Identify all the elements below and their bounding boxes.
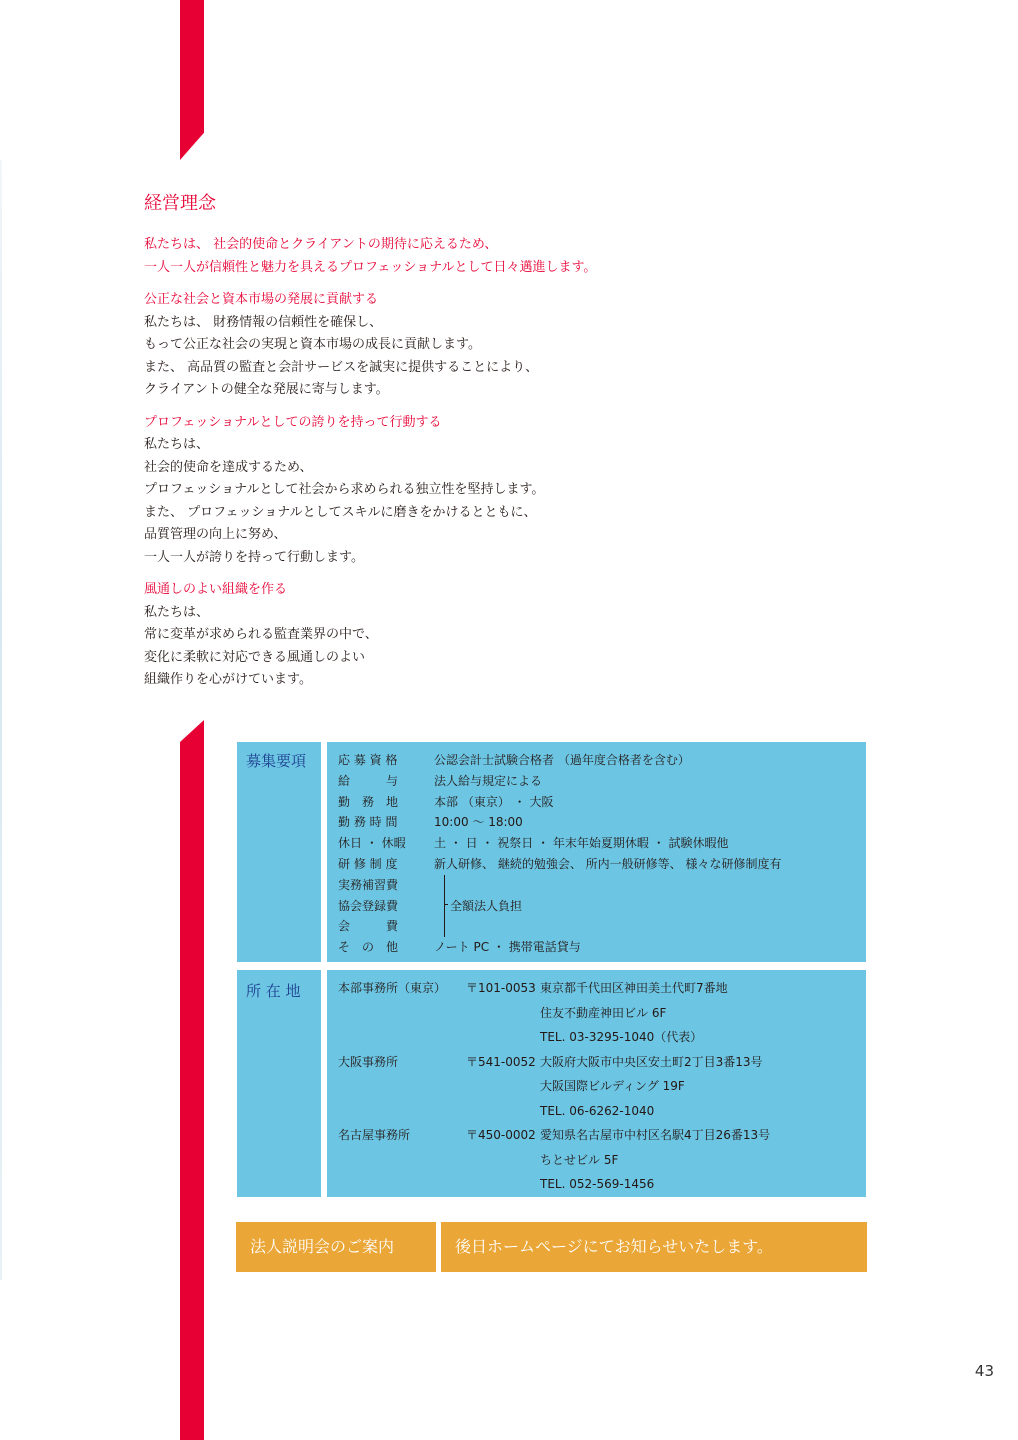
office-line [338,1050,858,1075]
section-line: また、 高品質の監査と会計サービスを誠実に提供することにより、 [144,359,539,375]
row-label: 応 募 資 格 [338,753,398,767]
recruitment-row [338,812,858,833]
row-label: 勤 務 地 [338,794,399,809]
section-line: 組織作りを心がけています。 [144,672,312,687]
office-zip: 〒541-0052 [466,1054,536,1069]
location-content-box [327,970,866,1197]
office-tel: TEL. 03-3295-1040（代表） [540,1030,703,1044]
office-zip: 〒450-0002 [466,1128,536,1142]
section-line: プロフェッショナルとして社会から求められる独立性を堅持します。 [144,482,545,497]
section-line: 常に変革が求められる監査業界の中で、 [144,627,378,642]
row-label: 協会登録費 [338,898,399,913]
recruitment-table [338,750,858,958]
section-title: プロフェッショナルとしての誇りを持って行動する [144,414,442,430]
office-name: 名古屋事務所 [338,1128,411,1142]
row-label: 給 与 [338,773,399,788]
office-line [338,1074,858,1099]
office-building: 住友不動産神田ビル 6F [540,1005,667,1020]
office-name: 本部事務所（東京） [338,981,447,995]
recruitment-row [338,792,858,813]
seminar-label: 法人説明会のご案内 [250,1237,395,1256]
seminar-label-box [236,1222,436,1272]
section-line: 品質管理の向上に努め、 [144,527,287,542]
office-address: 愛知県名古屋市中村区名駅4丁目26番13号 [540,1128,771,1142]
row-label: 勤 務 時 間 [338,815,398,830]
mission-line: 私たちは、 社会的使命とクライアントの期待に応えるため、 [144,237,498,252]
section-title: 風通しのよい組織を作る [144,582,288,597]
row-value: 公認会計士試験合格者 （過年度合格者を含む） [434,753,690,767]
grouped-value: 全額法人負担 [450,898,523,913]
grouped-cost-rows [338,875,858,937]
recruitment-label-box [237,742,321,962]
section-line: 私たちは、 財務情報の信頼性を確保し、 [144,314,383,330]
section-line: 一人一人が誇りを持って行動します。 [144,549,364,565]
section-line: もって公正な社会の実現と資本市場の成長に貢献します。 [144,337,481,352]
seminar-text-box [441,1222,867,1272]
recruitment-row [338,771,858,792]
row-label: 会 費 [338,919,399,934]
office-list [338,976,858,1197]
office-line [338,1172,858,1197]
office-tel: TEL. 052-569-1456 [540,1177,655,1191]
row-label: 休日 ・ 休暇 [338,836,406,851]
recruitment-row [338,750,858,771]
section-line: クライアントの健全な発展に寄与します。 [144,382,389,397]
management-philosophy [144,190,784,702]
seminar-text: 後日ホームページにてお知らせいたします。 [455,1237,773,1256]
location-label-box [237,970,321,1197]
section-line: 変化に柔軟に対応できる風通しのよい [144,649,366,665]
office-line [338,1148,858,1173]
section-title: 公正な社会と資本市場の発展に貢献する [144,292,379,307]
row-value: 本部 （東京） ・ 大阪 [434,794,554,809]
office-zip: 〒101-0053 [466,981,536,995]
office-line [338,1001,858,1026]
office-building: 大阪国際ビルディング 19F [540,1079,685,1093]
top-red-bar [180,0,204,160]
mission-line: 一人一人が信頼性と魅力を具えるプロフェッショナルとして日々邁進します。 [144,259,597,275]
recruitment-label: 募集要項 [246,752,307,770]
location-label: 所 在 地 [246,982,301,1000]
row-value: ノート PC ・ 携帯電話貸与 [434,940,581,955]
section-line: また、 プロフェッショナルとしてスキルに磨きをかけるとともに、 [144,504,537,520]
row-value: 10:00 ～ 18:00 [434,815,523,830]
left-edge-line [0,160,2,1280]
recruitment-row [338,833,858,854]
brace-tip [444,904,448,905]
row-value: 新人研修、 継続的勉強会、 所内一般研修等、 様々な研修制度有 [434,856,782,871]
row-label: そ の 他 [338,940,399,955]
office-line [338,1099,858,1124]
row-label: 研 修 制 度 [338,856,398,871]
section-line: 私たちは、 [144,604,210,620]
row-value: 法人給与規定による [434,773,543,788]
office-building: ちとせビル 5F [540,1152,619,1167]
side-red-bar [180,720,204,1440]
philosophy-section [144,579,784,692]
office-entry [338,1050,858,1124]
office-name: 大阪事務所 [338,1054,399,1069]
page-number: 43 [974,1362,994,1380]
recruitment-row [338,937,858,958]
section-line: 私たちは、 [144,437,210,452]
office-line [338,976,858,1001]
mission-statement [144,234,784,279]
row-value: 土 ・ 日 ・ 祝祭日 ・ 年末年始夏期休暇 ・ 試験休暇他 [434,836,729,851]
philosophy-section [144,412,784,570]
philosophy-section [144,289,784,402]
recruitment-content-box [327,742,866,962]
section-line: 社会的使命を達成するため、 [144,459,313,475]
office-line [338,1123,858,1148]
brace-line [436,875,445,937]
office-tel: TEL. 06-6262-1040 [540,1103,655,1118]
office-address: 東京都千代田区神田美土代町7番地 [540,981,728,995]
row-label: 実務補習費 [338,877,399,892]
recruitment-row [338,854,858,875]
office-address: 大阪府大阪市中央区安土町2丁目3番13号 [540,1054,763,1069]
office-entry [338,1123,858,1197]
office-entry [338,976,858,1050]
office-line [338,1025,858,1050]
philosophy-title: 経営理念 [144,193,216,214]
